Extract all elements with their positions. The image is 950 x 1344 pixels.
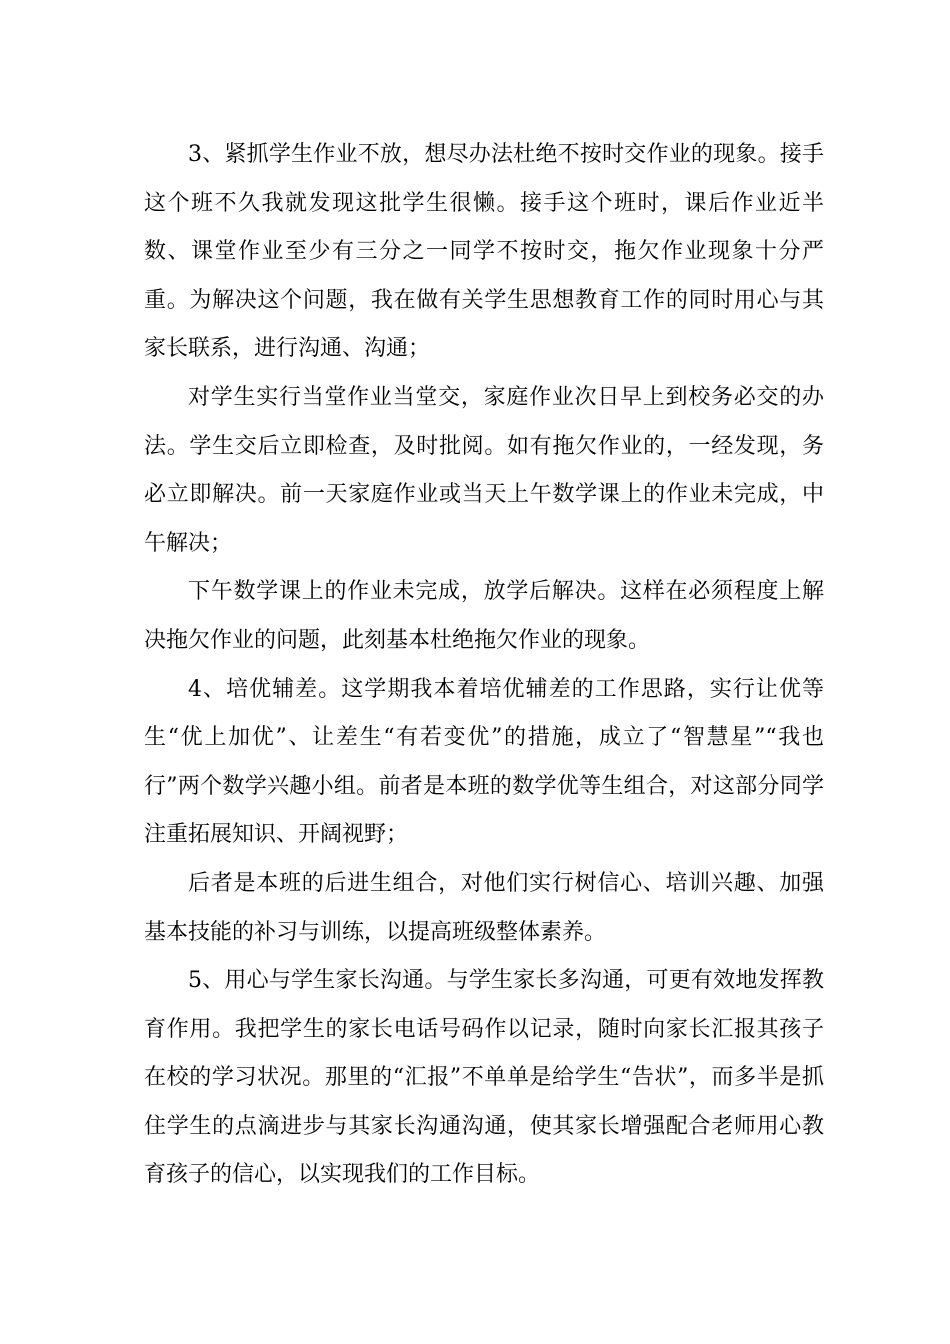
paragraph-afternoon-homework: 下午数学课上的作业未完成，放学后解决。这样在必须程度上解决拖欠作业的问题，此刻基本杜绝拖欠作业的现象。 <box>144 579 824 653</box>
body-text <box>144 131 824 1200</box>
paragraph-homework-submission: 对学生实行当堂作业当堂交，家庭作业次日早上到校务必交的办法。学生交后立即检查，及时批阅。如有拖欠作业的，一经发现，务必立即解决。前一天家庭作业或当天上午数学课上的作业未完成，中午解决； <box>144 384 824 556</box>
paragraph-parent-communication: 5、用心与学生家长沟通。与学生家长多沟通，可更有效地发挥教育作用。我把学生的家长电话号码作以记录，随时向家长汇报其孩子在校的学习状况。那里的“汇报”不单单是给学生“告状”，而多半是抓住学生的点滴进步与其家长沟通沟通，使其家长增强配合老师用心教育孩子的信心，以实现我们的工作目标。 <box>144 968 824 1188</box>
paragraph-remedial-group: 后者是本班的后进生组合，对他们实行树信心、培训兴趣、加强基本技能的补习与训练，以提高班级整体素养。 <box>144 870 824 945</box>
paragraph-homework-policy: 3、紧抓学生作业不放，想尽办法杜绝不按时交作业的现象。接手这个班不久我就发现这批学生很懒。接手这个班时，课后作业近半数、课堂作业至少有三分之一同学不按时交，拖欠作业现象十分严重。为解决这个问题，我在做有关学生思想教育工作的同时用心与其家长联系，进行沟通、沟通； <box>144 142 824 362</box>
paragraph-tutoring-groups: 4、培优辅差。这学期我本着培优辅差的工作思路，实行让优等生“优上加优”、让差生“有若变优”的措施，成立了“智慧星”“我也行”两个数学兴趣小组。前者是本班的数学优等生组合，对这部分同学注重拓展知识、开阔视野； <box>144 676 824 848</box>
